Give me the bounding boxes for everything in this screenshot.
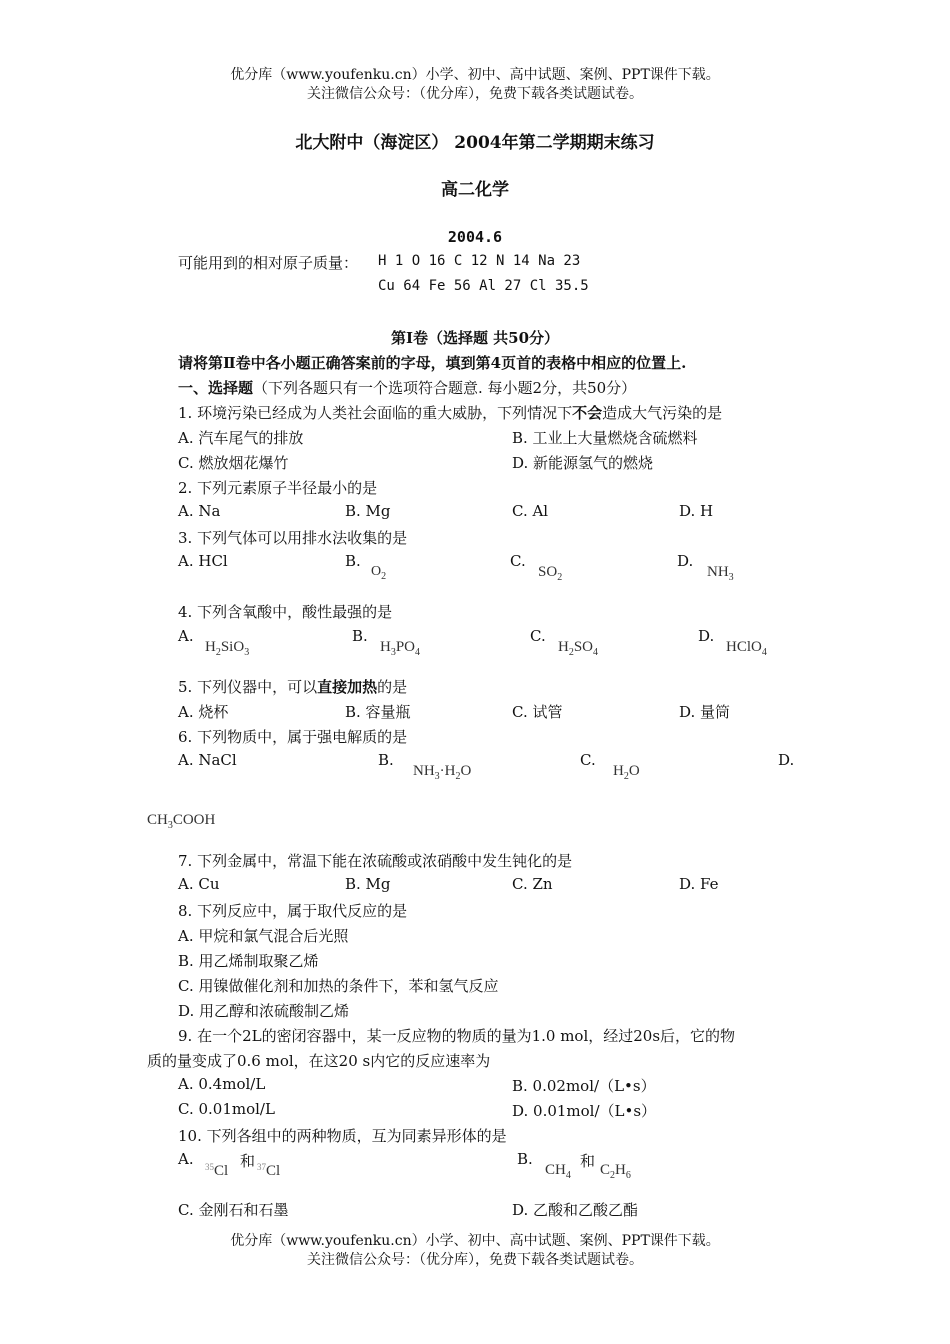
q5-option-b: B. 容量瓶 [345,703,411,721]
q10-option-a-formula-1: $^{35}$Cl [205,1162,229,1179]
q4-option-d-label: D. [698,627,715,645]
q3-option-a: A. HCl [178,552,228,570]
q8-option-b: B. 用乙烯制取聚乙烯 [178,952,319,970]
section-title: 第Ⅰ卷（选择题 共50分） [390,329,560,347]
q10-option-a-formula-2: $^{37}$Cl [257,1162,281,1179]
q10-option-b-and: 和 [580,1152,596,1170]
q4-option-a-label: A. [178,627,194,645]
q6-option-d-label: D. [778,751,795,769]
q6-option-b-label: B. [378,751,394,769]
q3-option-d-label: D. [677,552,694,570]
q10-option-a-and: 和 [240,1152,256,1170]
q9-option-b: B. 0.02mol/（L•s） [512,1077,656,1095]
q5-stem-bold: 直接加热 [317,678,378,696]
q10-option-c: C. 金刚石和石墨 [178,1201,289,1219]
q1-stem-post: 造成大气污染的是 [602,404,723,422]
q10-option-b-formula-2: $C_2H_6$ [600,1162,631,1181]
q5-option-d: D. 量筒 [679,703,731,721]
subject-title: 高二化学 [441,180,509,200]
q1-stem-bold: 不会 [572,404,603,422]
q1-option-b: B. 工业上大量燃烧含硫燃料 [512,429,698,447]
q4-option-a-formula: $H_2SiO_3$ [205,639,250,658]
question-9-stem-line-1: 9. 在一个2L的密闭容器中，某一反应物的物质的量为1.0 mol，经过20s后，它的物 [178,1027,736,1045]
question-5-stem [178,676,407,697]
question-8-stem: 8. 下列反应中，属于取代反应的是 [178,902,408,920]
q5-stem-post: 的是 [377,678,408,696]
footer-line-2: 关注微信公众号：（优分库），免费下载各类试题试卷。 [307,1252,643,1268]
q10-option-b-label: B. [517,1150,533,1168]
part-heading [178,377,636,398]
q2-option-c: C. Al [512,502,549,520]
q5-option-c: C. 试管 [512,703,563,721]
footer-line-1: 优分库（www.youfenku.cn）小学、初中、高中试题、案例、PPT课件下载。 [230,1233,720,1249]
q6-option-c-label: C. [580,751,596,769]
q10-option-b-formula-1: $CH_4$ [545,1162,571,1181]
q7-option-d: D. Fe [679,875,719,893]
q3-option-b-formula: $O_2$ [371,564,387,582]
q2-option-b: B. Mg [345,502,391,520]
q8-option-c: C. 用镍做催化剂和加热的条件下，苯和氢气反应 [178,977,499,995]
q9-option-d: D. 0.01mol/（L•s） [512,1102,657,1120]
atomic-mass-label: 可能用到的相对原子质量： [178,254,359,272]
q3-option-c-formula: $SO_2$ [538,564,563,583]
q8-option-d: D. 用乙醇和浓硫酸制乙烯 [178,1002,350,1020]
exam-date: 2004.6 [447,228,503,246]
question-3-stem: 3. 下列气体可以用排水法收集的是 [178,529,408,547]
q7-option-b: B. Mg [345,875,391,893]
section-instruction: 请将第Ⅱ卷中各小题正确答案前的字母，填到第4页首的表格中相应的位置上. [178,354,687,372]
q1-option-a: A. 汽车尾气的排放 [178,429,304,447]
q7-option-c: C. Zn [512,875,553,893]
q5-option-a: A. 烧杯 [178,703,229,721]
q10-option-a-label: A. [178,1150,194,1168]
q5-stem-pre: 5. 下列仪器中，可以 [178,678,318,696]
part-heading-note: （下列各题只有一个选项符合题意. 每小题2分，共50分） [253,379,637,397]
question-9-stem-line-2: 质的量变成了0.6 mol，在这20 s内它的反应速率为 [147,1052,491,1070]
atomic-mass-line-2: Cu 64 Fe 56 Al 27 Cl 35.5 [378,278,589,294]
q4-option-c-formula: $H_2SO_4$ [558,639,599,658]
part-heading-label: 一、选择题 [178,379,254,397]
question-10-stem: 10. 下列各组中的两种物质，互为同素异形体的是 [178,1127,507,1145]
q10-option-d: D. 乙酸和乙酸乙酯 [512,1201,639,1219]
q3-option-b-label: B. [345,552,361,570]
header-line-2: 关注微信公众号：（优分库），免费下载各类试题试卷。 [307,86,643,102]
q4-option-d-formula: HClO$_4$ [726,639,767,658]
question-4-stem: 4. 下列含氧酸中，酸性最强的是 [178,603,393,621]
q3-option-c-label: C. [510,552,526,570]
question-7-stem: 7. 下列金属中，常温下能在浓硫酸或浓硝酸中发生钝化的是 [178,852,573,870]
question-1-stem [178,402,722,423]
exam-title: 北大附中（海淀区） 2004年第二学期期末练习 [295,133,655,153]
q1-stem-pre: 1. 环境污染已经成为人类社会面临的重大威胁，下列情况下 [178,404,573,422]
q8-option-a: A. 甲烷和氯气混合后光照 [178,927,349,945]
q6-option-c-formula: $H_2O$ [613,763,640,782]
atomic-mass-line-1: H 1 O 16 C 12 N 14 Na 23 [378,253,581,269]
q2-option-a: A. Na [178,502,221,520]
q6-option-a: A. NaCl [178,751,237,769]
q3-option-d-formula: $NH_3$ [707,564,734,583]
question-2-stem: 2. 下列元素原子半径最小的是 [178,479,378,497]
q9-option-a: A. 0.4mol/L [178,1075,266,1093]
q4-option-b-label: B. [352,627,368,645]
q9-option-c: C. 0.01mol/L [178,1100,275,1118]
question-6-stem: 6. 下列物质中，属于强电解质的是 [178,728,408,746]
q4-option-b-formula: $H_3PO_4$ [380,639,421,658]
q1-option-c: C. 燃放烟花爆竹 [178,454,289,472]
q1-option-d: D. 新能源氢气的燃烧 [512,454,654,472]
q7-option-a: A. Cu [178,875,220,893]
header-line-1: 优分库（www.youfenku.cn）小学、初中、高中试题、案例、PPT课件下载。 [230,67,720,83]
q6-option-d-formula: $CH_3COOH$ [147,812,216,831]
q2-option-d: D. H [679,502,714,520]
q4-option-c-label: C. [530,627,546,645]
q6-option-b-formula: $NH_3\cdot H_2O$ [413,763,472,782]
